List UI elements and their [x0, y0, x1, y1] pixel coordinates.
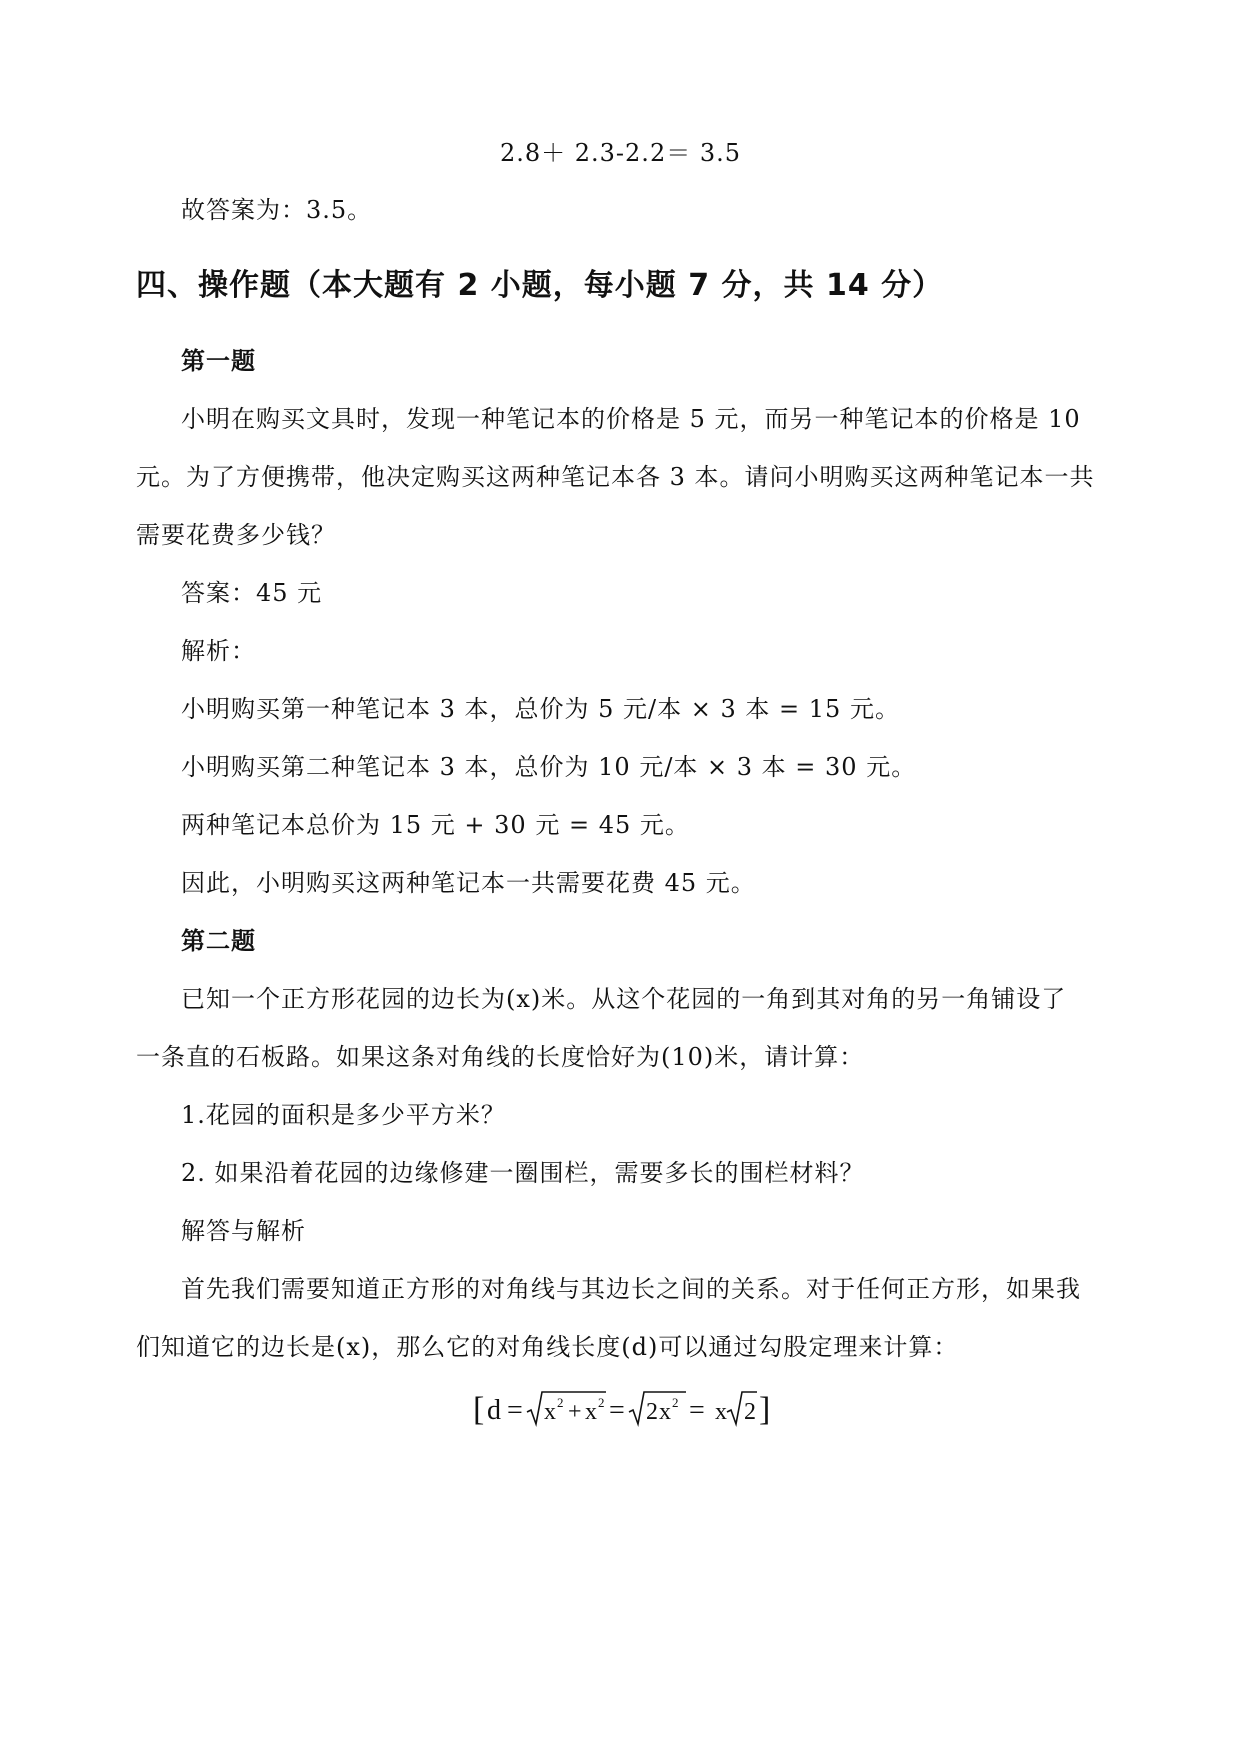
formula-d: d: [486, 1395, 501, 1426]
formula-x-d: x: [714, 1399, 727, 1425]
formula-eq-3: =: [688, 1395, 705, 1426]
q1-analysis-label: 解析：: [181, 637, 256, 665]
q2-solution-line-1: 首先我们需要知道正方形的对角线与其边长之间的关系。对于任何正方形，如果我: [181, 1275, 1081, 1303]
formula-svg: [471, 1384, 771, 1434]
diagonal-formula: [0, 1384, 1241, 1434]
formula-two-a: 2: [645, 1399, 658, 1425]
q2-title: 第二题: [181, 927, 256, 955]
q1-title: 第一题: [181, 347, 256, 375]
q2-solution-line-2: 们知道它的边长是(x)，那么它的对角线长度(d)可以通过勾股定理来计算：: [136, 1333, 959, 1361]
formula-x-b: x: [584, 1399, 597, 1425]
q2-solution-label: 解答与解析: [181, 1217, 306, 1245]
formula-x-a: x: [543, 1399, 556, 1425]
q2-item-2: 2. 如果沿着花园的边缘修建一圈围栏，需要多长的围栏材料？: [181, 1159, 865, 1187]
q1-answer: 答案：45 元: [181, 579, 323, 607]
formula-sup-c: 2: [671, 1395, 678, 1410]
q1-text-line-2: 元。为了方便携带，他决定购买这两种笔记本各 3 本。请问小明购买这两种笔记本一共: [136, 463, 1095, 491]
formula-close-bracket: ]: [758, 1391, 770, 1428]
q2-item-1: 1.花园的面积是多少平方米？: [181, 1101, 506, 1129]
q1-text-line-3: 需要花费多少钱？: [136, 521, 336, 549]
formula-sup-b: 2: [597, 1395, 604, 1410]
q1-text-line-1: 小明在购买文具时，发现一种笔记本的价格是 5 元，而另一种笔记本的价格是 10: [181, 405, 1081, 433]
section-title: 四、操作题（本大题有 2 小题，每小题 7 分，共 14 分）: [136, 268, 944, 303]
formula-two-b: 2: [743, 1399, 756, 1425]
q1-step-2: 小明购买第二种笔记本 3 本，总价为 10 元/本 × 3 本 = 30 元。: [181, 753, 917, 781]
q1-step-1: 小明购买第一种笔记本 3 本，总价为 5 元/本 × 3 本 = 15 元。: [181, 695, 900, 723]
formula-plus: +: [567, 1399, 582, 1425]
formula-open-bracket: [: [472, 1391, 484, 1428]
q2-text-line-2: 一条直的石板路。如果这条对角线的长度恰好为(10)米，请计算：: [136, 1043, 865, 1071]
calc-line: 2.8＋ 2.3-2.2＝ 3.5: [499, 139, 742, 167]
calc-answer: 故答案为：3.5。: [181, 196, 373, 224]
formula-x-c: x: [658, 1399, 671, 1425]
q2-text-line-1: 已知一个正方形花园的边长为(x)米。从这个花园的一角到其对角的另一角铺设了: [181, 985, 1067, 1013]
q1-step-3: 两种笔记本总价为 15 元 + 30 元 = 45 元。: [181, 811, 690, 839]
q1-step-4: 因此，小明购买这两种笔记本一共需要花费 45 元。: [181, 869, 756, 897]
formula-sup-a: 2: [556, 1395, 563, 1410]
formula-eq-1: =: [506, 1395, 523, 1426]
formula-eq-2: =: [608, 1395, 625, 1426]
